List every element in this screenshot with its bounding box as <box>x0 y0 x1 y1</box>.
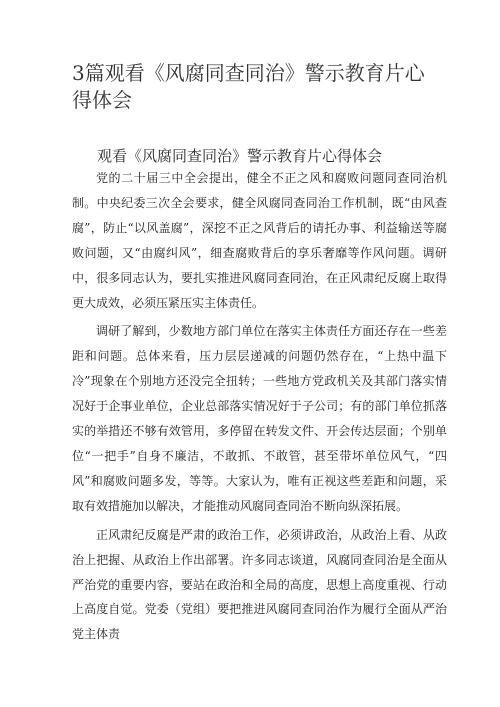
paragraph-3: 正风肃纪反腐是严肃的政治工作，必须讲政治，从政治上看、从政治上把握、从政治上作出部署。许多同志谈道，风腐同查同治是全面从严治党的重要内容，要站在政治和全局的高度，思想上高度重视、行动上高度自觉。党委（党组）要把推进风腐同查同治作为履行全面从严治党主体责 <box>72 527 447 642</box>
document-title: 3篇观看《风腐同查同治》警示教育片心得体会 <box>72 61 425 112</box>
section-heading: 观看《风腐同查同治》警示教育片心得体会 <box>97 147 383 165</box>
paragraph-2: 调研了解到，少数地方部门单位在落实主体责任方面还存在一些差距和问题。总体来看，压力层层递减的问题仍然存在，“上热中温下冷”现象在个别地方还没完全扭转；一些地方党政机关及其部门落实情况好于企事业单位，企业总部落实情况好于子公司；有的部门单位抓落实的举措还不够有效管用，多停留在转发文件、开会传达层面；个别单位“一把手”自身不廉洁，不敢抓、不敢管，甚至带坏单位风气，“四风”和腐败问题多发，等等。大家认为，唯有正视这些差距和问题，采取有效措施加以解决，才能推动风腐同查同治不断向纵深拓展。 <box>72 324 447 513</box>
paragraph-1: 党的二十届三中全会提出，健全不正之风和腐败问题同查同治机制。中央纪委三次全会要求，健全风腐同查同治工作机制，既“由风查腐”，防止“以风盖腐”，深挖不正之风背后的请托办事、利益输送等腐败问题，又“由腐纠风”，细查腐败背后的享乐奢靡等作风问题。调研中，很多同志认为，要扎实推进风腐同查同治，在正风肃纪反腐上取得更大成效，必须压紧压实主体责任。 <box>72 171 447 310</box>
body-text <box>72 166 447 647</box>
